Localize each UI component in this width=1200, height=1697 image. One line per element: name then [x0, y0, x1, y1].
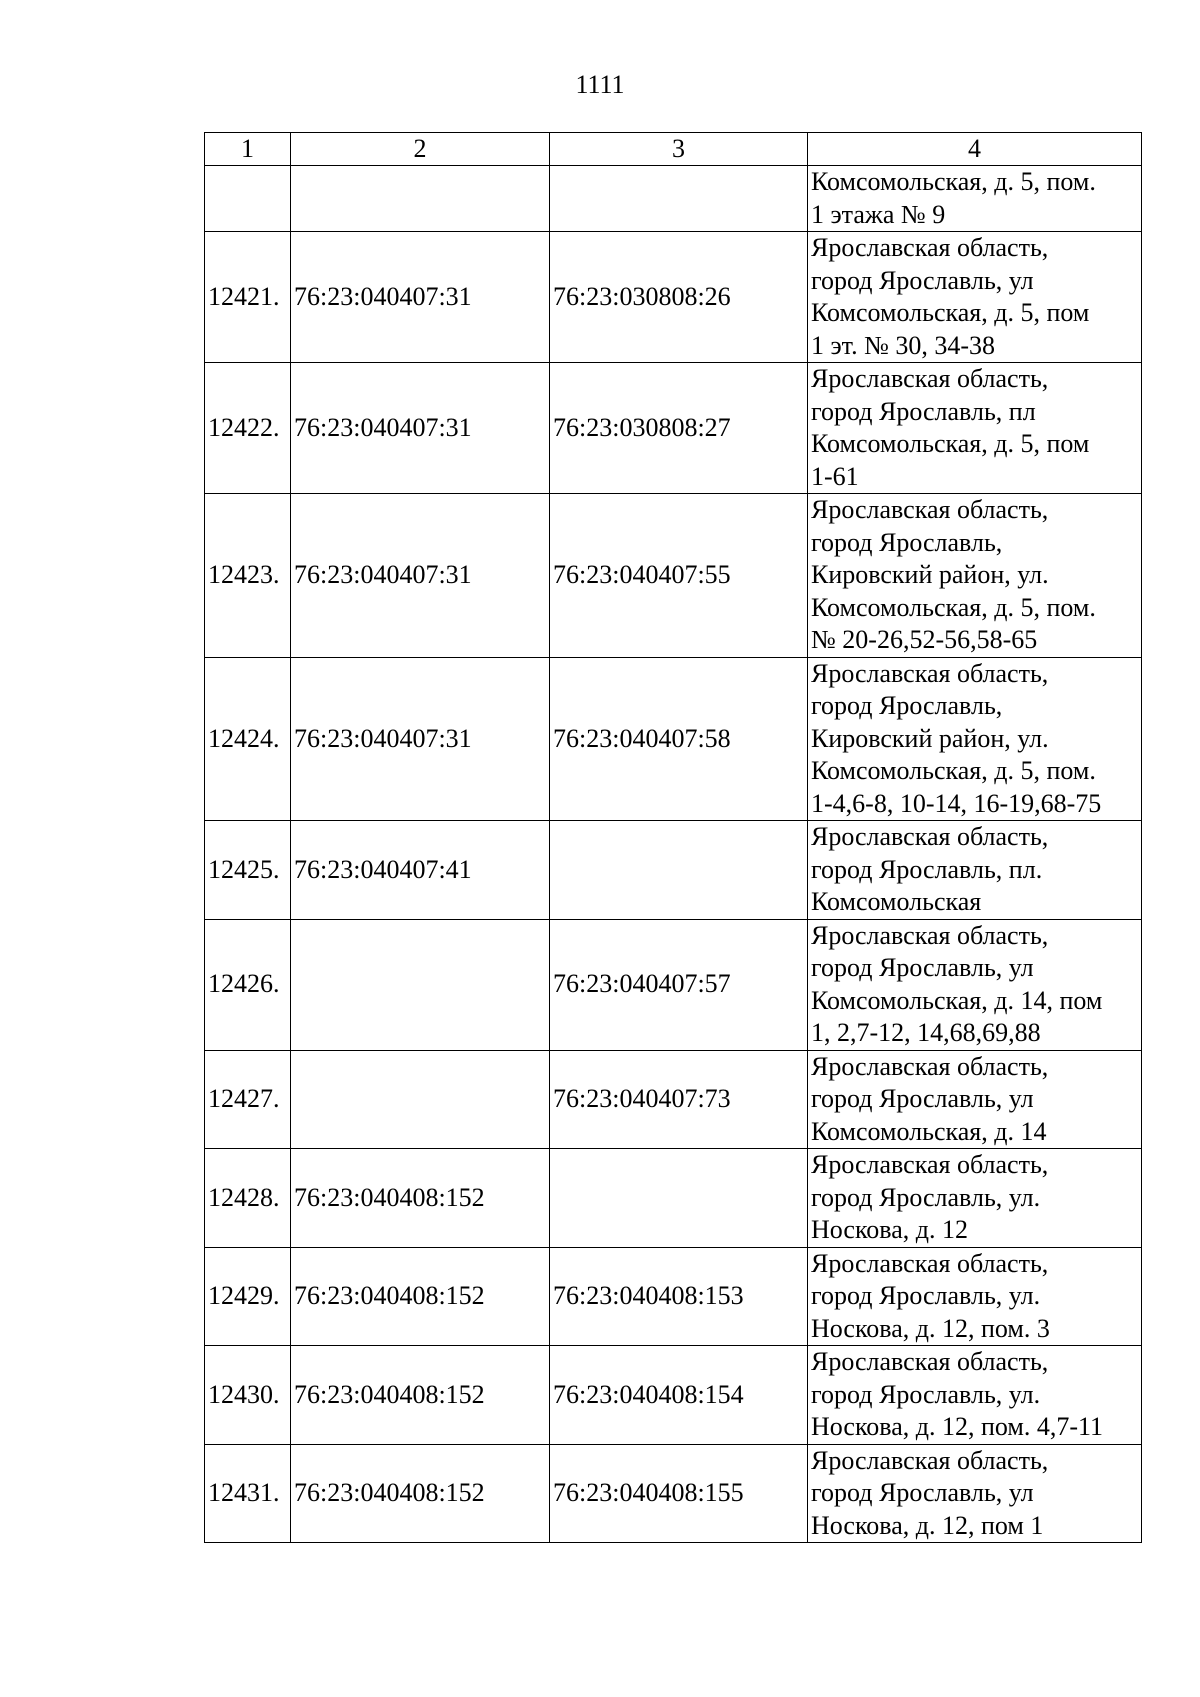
- cadastral-number-cell: 76:23:040408:152: [291, 1346, 550, 1445]
- address-cell: Ярославская область, город Ярославль, Кировский район, ул. Комсомольская, д. 5, пом. 1-4,6-8, 10-14, 16-19,68-75: [808, 657, 1142, 821]
- address-cell: Ярославская область, город Ярославль, ул Носкова, д. 12, пом 1: [808, 1444, 1142, 1543]
- table-row: [205, 1050, 1142, 1149]
- table-row: [205, 363, 1142, 494]
- row-number-cell: 12430.: [205, 1346, 291, 1445]
- cadastral-number-cell: 76:23:040408:152: [291, 1247, 550, 1346]
- row-number-cell: 12431.: [205, 1444, 291, 1543]
- table-row: [205, 1247, 1142, 1346]
- registry-table: [204, 132, 1142, 1543]
- address-cell: Ярославская область, город Ярославль, ул. Носкова, д. 12: [808, 1149, 1142, 1248]
- address-cell: Комсомольская, д. 5, пом. 1 этажа № 9: [808, 166, 1142, 232]
- address-cell: Ярославская область, город Ярославль, пл. Комсомольская: [808, 821, 1142, 920]
- row-number-cell: 12427.: [205, 1050, 291, 1149]
- cadastral-number-cell: 76:23:040407:41: [291, 821, 550, 920]
- cadastral-number-cell: 76:23:040407:31: [291, 494, 550, 658]
- row-number-cell: 12429.: [205, 1247, 291, 1346]
- address-cell: Ярославская область, город Ярославль, ул Комсомольская, д. 14: [808, 1050, 1142, 1149]
- cadastral-number-cell: 76:23:040408:154: [550, 1346, 808, 1445]
- cadastral-number-cell: 76:23:040407:57: [550, 919, 808, 1050]
- column-header-2: 2: [291, 133, 550, 166]
- address-cell: Ярославская область, город Ярославль, ул. Носкова, д. 12, пом. 4,7-11: [808, 1346, 1142, 1445]
- row-number-cell: 12422.: [205, 363, 291, 494]
- table-row: [205, 1346, 1142, 1445]
- cadastral-number-cell: [291, 166, 550, 232]
- row-number-cell: 12424.: [205, 657, 291, 821]
- row-number-cell: 12426.: [205, 919, 291, 1050]
- cadastral-number-cell: [550, 1149, 808, 1248]
- cadastral-number-cell: [291, 919, 550, 1050]
- cadastral-number-cell: 76:23:040407:73: [550, 1050, 808, 1149]
- cadastral-number-cell: 76:23:040407:31: [291, 657, 550, 821]
- table-row: [205, 919, 1142, 1050]
- cadastral-number-cell: 76:23:040407:31: [291, 232, 550, 363]
- table-body: [205, 166, 1142, 1543]
- row-number-cell: 12423.: [205, 494, 291, 658]
- page-number: 1111: [575, 70, 625, 99]
- cadastral-number-cell: 76:23:040407:58: [550, 657, 808, 821]
- address-cell: Ярославская область, город Ярославль, ул. Носкова, д. 12, пом. 3: [808, 1247, 1142, 1346]
- table-row: [205, 232, 1142, 363]
- row-number-cell: 12421.: [205, 232, 291, 363]
- row-number-cell: 12428.: [205, 1149, 291, 1248]
- cadastral-number-cell: 76:23:040408:153: [550, 1247, 808, 1346]
- row-number-cell: [205, 166, 291, 232]
- address-cell: Ярославская область, город Ярославль, ул Комсомольская, д. 5, пом 1 эт. № 30, 34-38: [808, 232, 1142, 363]
- row-number-cell: 12425.: [205, 821, 291, 920]
- table-row: [205, 821, 1142, 920]
- column-header-1: 1: [205, 133, 291, 166]
- table-row: [205, 1149, 1142, 1248]
- header-row: [205, 133, 1142, 166]
- column-header-3: 3: [550, 133, 808, 166]
- cadastral-number-cell: [291, 1050, 550, 1149]
- table-row: [205, 1444, 1142, 1543]
- cadastral-number-cell: [550, 821, 808, 920]
- cadastral-number-cell: 76:23:040407:31: [291, 363, 550, 494]
- cadastral-number-cell: 76:23:040408:152: [291, 1444, 550, 1543]
- table-row: [205, 166, 1142, 232]
- address-cell: Ярославская область, город Ярославль, Кировский район, ул. Комсомольская, д. 5, пом. № 20-26,52-56,58-65: [808, 494, 1142, 658]
- cadastral-number-cell: [550, 166, 808, 232]
- address-cell: Ярославская область, город Ярославль, пл Комсомольская, д. 5, пом 1-61: [808, 363, 1142, 494]
- table-header: [205, 133, 1142, 166]
- cadastral-number-cell: 76:23:040407:55: [550, 494, 808, 658]
- table-row: [205, 657, 1142, 821]
- cadastral-number-cell: 76:23:040408:152: [291, 1149, 550, 1248]
- table-row: [205, 494, 1142, 658]
- cadastral-number-cell: 76:23:030808:26: [550, 232, 808, 363]
- cadastral-number-cell: 76:23:030808:27: [550, 363, 808, 494]
- address-cell: Ярославская область, город Ярославль, ул Комсомольская, д. 14, пом 1, 2,7-12, 14,68,69,88: [808, 919, 1142, 1050]
- cadastral-number-cell: 76:23:040408:155: [550, 1444, 808, 1543]
- column-header-4: 4: [808, 133, 1142, 166]
